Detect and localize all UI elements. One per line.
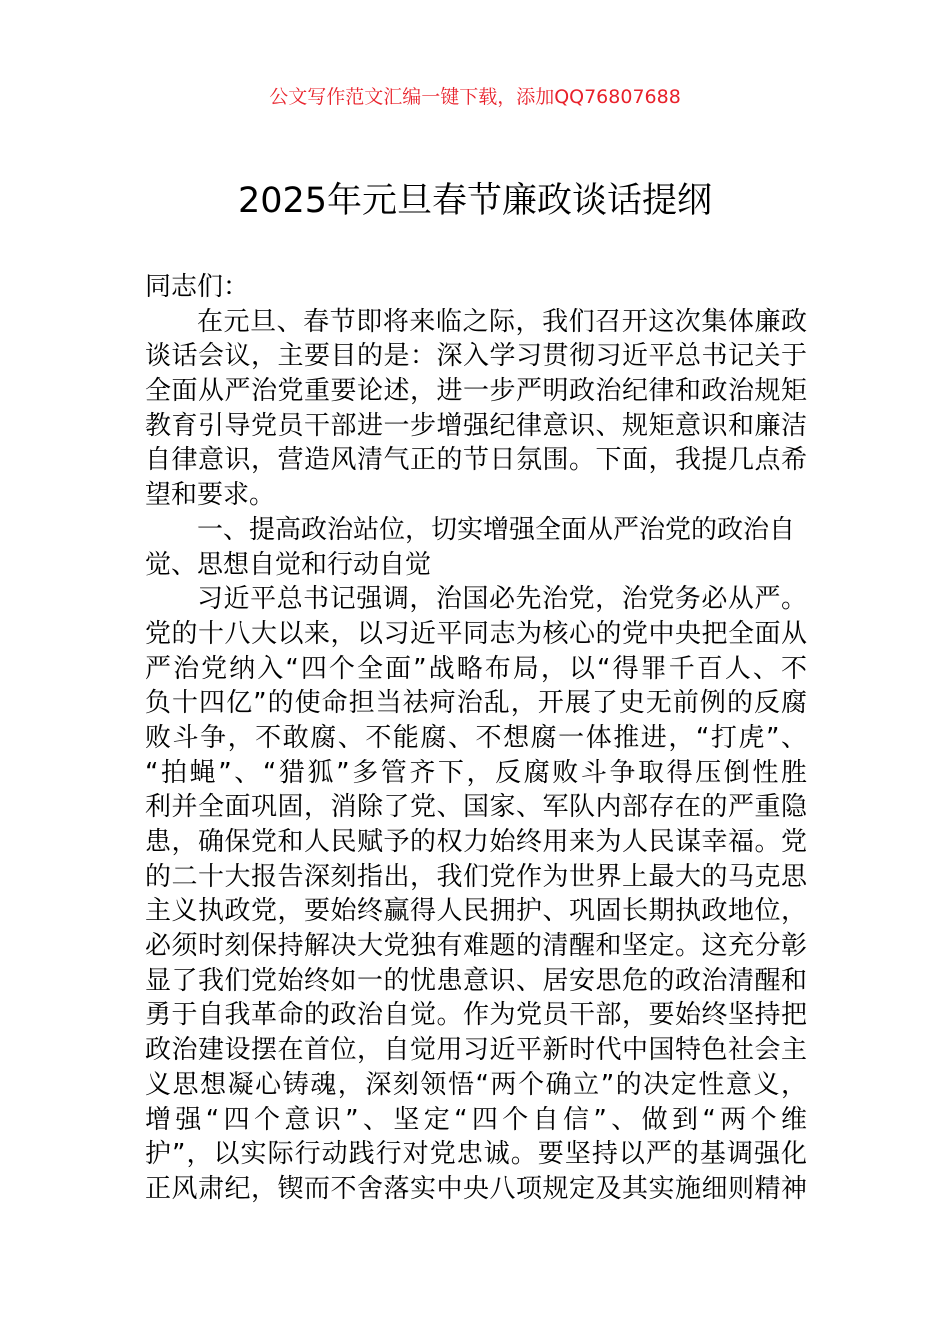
paragraph-line: 显了我们党始终如一的忧患意识、居安思危的政治清醒和: [145, 965, 807, 996]
document-body: [145, 270, 807, 1207]
section-heading: 一、提高政治站位，切实增强全面从严治党的政治自: [197, 514, 796, 545]
salutation: 同志们：: [145, 272, 250, 302]
paragraph-line: 党的十八大以来，以习近平同志为核心的党中央把全面从: [145, 618, 807, 649]
paragraph-line: 习近平总书记强调，治国必先治党，治党务必从严。: [197, 584, 807, 615]
paragraph-line: 负十四亿”的使命担当祛疴治乱，开展了史无前例的反腐: [145, 688, 807, 719]
paragraph-line: 勇于自我革命的政治自觉。作为党员干部，要始终坚持把: [145, 1000, 807, 1031]
paragraph-line: 义思想凝心铸魂，深刻领悟“两个确立”的决定性意义，: [145, 1069, 807, 1100]
paragraph-line: 全面从严治党重要论述，进一步严明政治纪律和政治规矩: [145, 376, 807, 407]
paragraph-line: “拍蝇”、“猎狐”多管齐下，反腐败斗争取得压倒性胜: [145, 757, 807, 788]
paragraph-line: 必须时刻保持解决大党独有难题的清醒和坚定。这充分彰: [145, 931, 807, 962]
paragraph-line: 护”，以实际行动践行对党忠诚。要坚持以严的基调强化: [145, 1139, 807, 1170]
paragraph-line: 在元旦、春节即将来临之际，我们召开这次集体廉政: [197, 306, 807, 337]
paragraph-line: 望和要求。: [145, 480, 276, 511]
paragraph-line: 的二十大报告深刻指出，我们党作为世界上最大的马克思: [145, 861, 807, 892]
paragraph-line: 利并全面巩固，消除了党、国家、军队内部存在的严重隐: [145, 792, 807, 823]
paragraph-line: 败斗争，不敢腐、不能腐、不想腐一体推进，“打虎”、: [145, 722, 807, 753]
promo-header: 公文写作范文汇编一键下载，添加QQ76807688: [269, 86, 681, 108]
paragraph-line: 严治党纳入“四个全面”战略布局，以“得罪千百人、不: [145, 653, 807, 684]
paragraph-line: 教育引导党员干部进一步增强纪律意识、规矩意识和廉洁: [145, 410, 807, 441]
paragraph-line: 患，确保党和人民赋予的权力始终用来为人民谋幸福。党: [145, 827, 807, 857]
section-heading: 觉、思想自觉和行动自觉: [145, 549, 432, 580]
paragraph-line: 主义执政党，要始终赢得人民拥护、巩固长期执政地位，: [145, 896, 807, 927]
document-title: 2025年元旦春节廉政谈话提纲: [237, 181, 713, 221]
paragraph-line: 政治建设摆在首位，自觉用习近平新时代中国特色社会主: [145, 1035, 807, 1066]
paragraph-line: 谈话会议，主要目的是：深入学习贯彻习近平总书记关于: [145, 341, 807, 372]
paragraph-line: 自律意识，营造风清气正的节日氛围。下面，我提几点希: [145, 445, 807, 476]
paragraph-line: 正风肃纪，锲而不舍落实中央八项规定及其实施细则精神: [145, 1173, 807, 1204]
paragraph-line: 增强“四个意识”、坚定“四个自信”、做到“两个维: [145, 1104, 807, 1135]
